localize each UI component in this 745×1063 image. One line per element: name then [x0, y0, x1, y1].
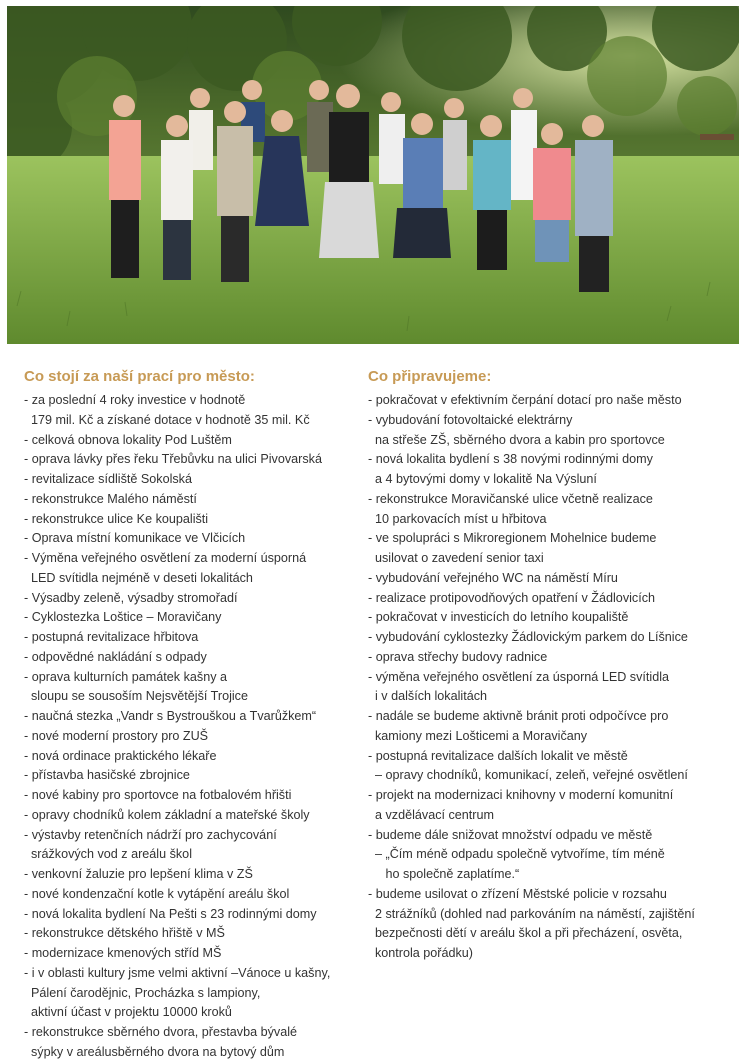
list-item: - pokračovat v efektivním čerpání dotací pro naše město	[368, 393, 682, 407]
list-item: - budeme dále snižovat množství odpadu ve městě	[368, 827, 653, 842]
group-photo-illustration	[7, 6, 739, 344]
list-item: - rekonstrukce ulice Ke koupališti	[24, 511, 209, 526]
list-item: - přístavba hasičské zbrojnice	[24, 768, 190, 783]
list-item: - nová lokalita bydlení Na Pešti s 23 rodinnými domy	[24, 906, 317, 921]
list-item: 2 strážníků (dohled nad parkováním na náměstí, zajištění	[368, 906, 695, 921]
list-item: - projekt na modernizaci knihovny v moderní komunitní	[368, 788, 674, 802]
list-item: i v dalších lokalitách	[368, 689, 487, 704]
achievements-column	[24, 368, 364, 1063]
list-item: - vybudování cyklostezky Žádlovickým parkem do Líšnice	[368, 630, 688, 644]
list-item: - vybudování fotovoltaické elektrárny	[368, 412, 573, 427]
plans-heading: Co připravujeme:	[368, 368, 492, 385]
list-item: aktivní účast v projektu 10000 kroků	[24, 1005, 232, 1020]
list-item: na střeše ZŠ, sběrného dvora a kabin pro sportovce	[368, 432, 665, 447]
list-item: - nové kabiny pro sportovce na fotbalovém hřišti	[24, 788, 292, 802]
list-item: - opravy chodníků kolem základní a mateřské školy	[24, 807, 310, 822]
list-item: - rekonstrukce dětského hřiště v MŠ	[24, 926, 225, 941]
list-item: - Oprava místní komunikace ve Vlčicích	[24, 531, 246, 546]
list-item: - modernizace kmenových stříd MŠ	[24, 946, 222, 960]
list-item: - oprava kulturních památek kašny a	[24, 669, 228, 684]
list-item: Pálení čarodějnic, Procházka s lampiony,	[24, 985, 261, 1000]
list-item: ho společně zaplatíme.“	[368, 867, 520, 881]
list-item: - realizace protipovodňových opatření v Žádlovicích	[368, 590, 656, 605]
list-item: - rekonstrukce Malého náměstí	[24, 491, 197, 506]
list-item: usilovat o zavedení senior taxi	[368, 551, 544, 565]
list-item: sloupu se sousoším Nejsvětější Trojice	[24, 689, 248, 704]
list-item: - odpovědné nakládání s odpady	[24, 649, 207, 664]
list-item: 10 parkovacích míst u hřbitova	[368, 511, 547, 526]
list-item: – „Čím méně odpadu společně vytvoříme, tím méně	[368, 847, 665, 862]
list-item: - výstavby retenčních nádrží pro zachycování	[24, 827, 277, 842]
list-item: kontrola pořádku)	[368, 946, 474, 960]
list-item: - nové moderní prostory pro ZUŠ	[24, 728, 209, 743]
list-item: - nové kondenzační kotle k vytápění areálu škol	[24, 886, 290, 901]
list-item: - naučná stezka „Vandr s Bystrouškou a Tvarůžkem“	[24, 709, 317, 723]
achievements-heading: Co stojí za naší prací pro město:	[24, 368, 255, 385]
list-item: - rekonstrukce Moravičanské ulice včetně realizace	[368, 491, 653, 506]
list-item: - nová ordinace praktického lékaře	[24, 748, 217, 763]
group-photo	[7, 6, 739, 344]
list-item: srážkových vod z areálu škol	[24, 847, 192, 862]
list-item: - postupná revitalizace dalších lokalit ve městě	[368, 748, 628, 763]
list-item: - Výsadby zeleně, výsadby stromořadí	[24, 590, 238, 605]
list-item: - celková obnova lokality Pod Luštěm	[24, 432, 232, 447]
list-item: - nová lokalita bydlení s 38 novými rodinnými domy	[368, 452, 653, 467]
list-item: - budeme usilovat o zřízení Městské policie v rozsahu	[368, 886, 667, 901]
list-item: - rekonstrukce sběrného dvora, přestavba bývalé	[24, 1025, 298, 1039]
list-item: - nadále se budeme aktivně bránit proti odpočívce pro	[368, 709, 669, 723]
list-item: LED svítidla nejméně v deseti lokalitách	[24, 570, 253, 585]
list-item: - oprava lávky přes řeku Třebůvku na ulici Pivovarská	[24, 452, 322, 467]
list-item: - venkovní žaluzie pro lepšení klima v ZŠ	[24, 867, 253, 881]
list-item: - revitalizace sídliště Sokolská	[24, 472, 192, 486]
list-item: - výměna veřejného osvětlení za úsporná LED svítidla	[368, 669, 670, 684]
list-item: - pokračovat v investicích do letního koupaliště	[368, 610, 629, 625]
list-item: - vybudování veřejného WC na náměstí Míru	[368, 570, 618, 585]
list-item: - Cyklostezka Loštice – Moravičany	[24, 610, 222, 625]
list-item: - ve spolupráci s Mikroregionem Mohelnice budeme	[368, 531, 657, 546]
list-item: a vzdělávací centrum	[368, 807, 494, 822]
list-item: - Výměna veřejného osvětlení za moderní úsporná	[24, 551, 307, 565]
plans-column	[368, 368, 728, 964]
achievements-list	[24, 391, 364, 1063]
list-item: a 4 bytovými domy v lokalitě Na Výsluní	[368, 472, 597, 486]
list-item: - postupná revitalizace hřbitova	[24, 630, 199, 644]
list-item: - oprava střechy budovy radnice	[368, 649, 548, 664]
plans-list	[368, 391, 728, 964]
list-item: 179 mil. Kč a získané dotace v hodnotě 35 mil. Kč	[24, 412, 310, 427]
list-item: sýpky v areálusběrného dvora na bytový dům	[24, 1044, 285, 1059]
list-item: bezpečnosti dětí v areálu škol a při přecházení, osvěta,	[368, 926, 683, 941]
list-item: kamiony mezi Lošticemi a Moravičany	[368, 728, 588, 743]
list-item: - za poslední 4 roky investice v hodnotě	[24, 393, 246, 407]
list-item: – opravy chodníků, komunikací, zeleň, veřejné osvětlení	[368, 768, 688, 783]
list-item: - i v oblasti kultury jsme velmi aktivní –Vánoce u kašny,	[24, 965, 331, 980]
